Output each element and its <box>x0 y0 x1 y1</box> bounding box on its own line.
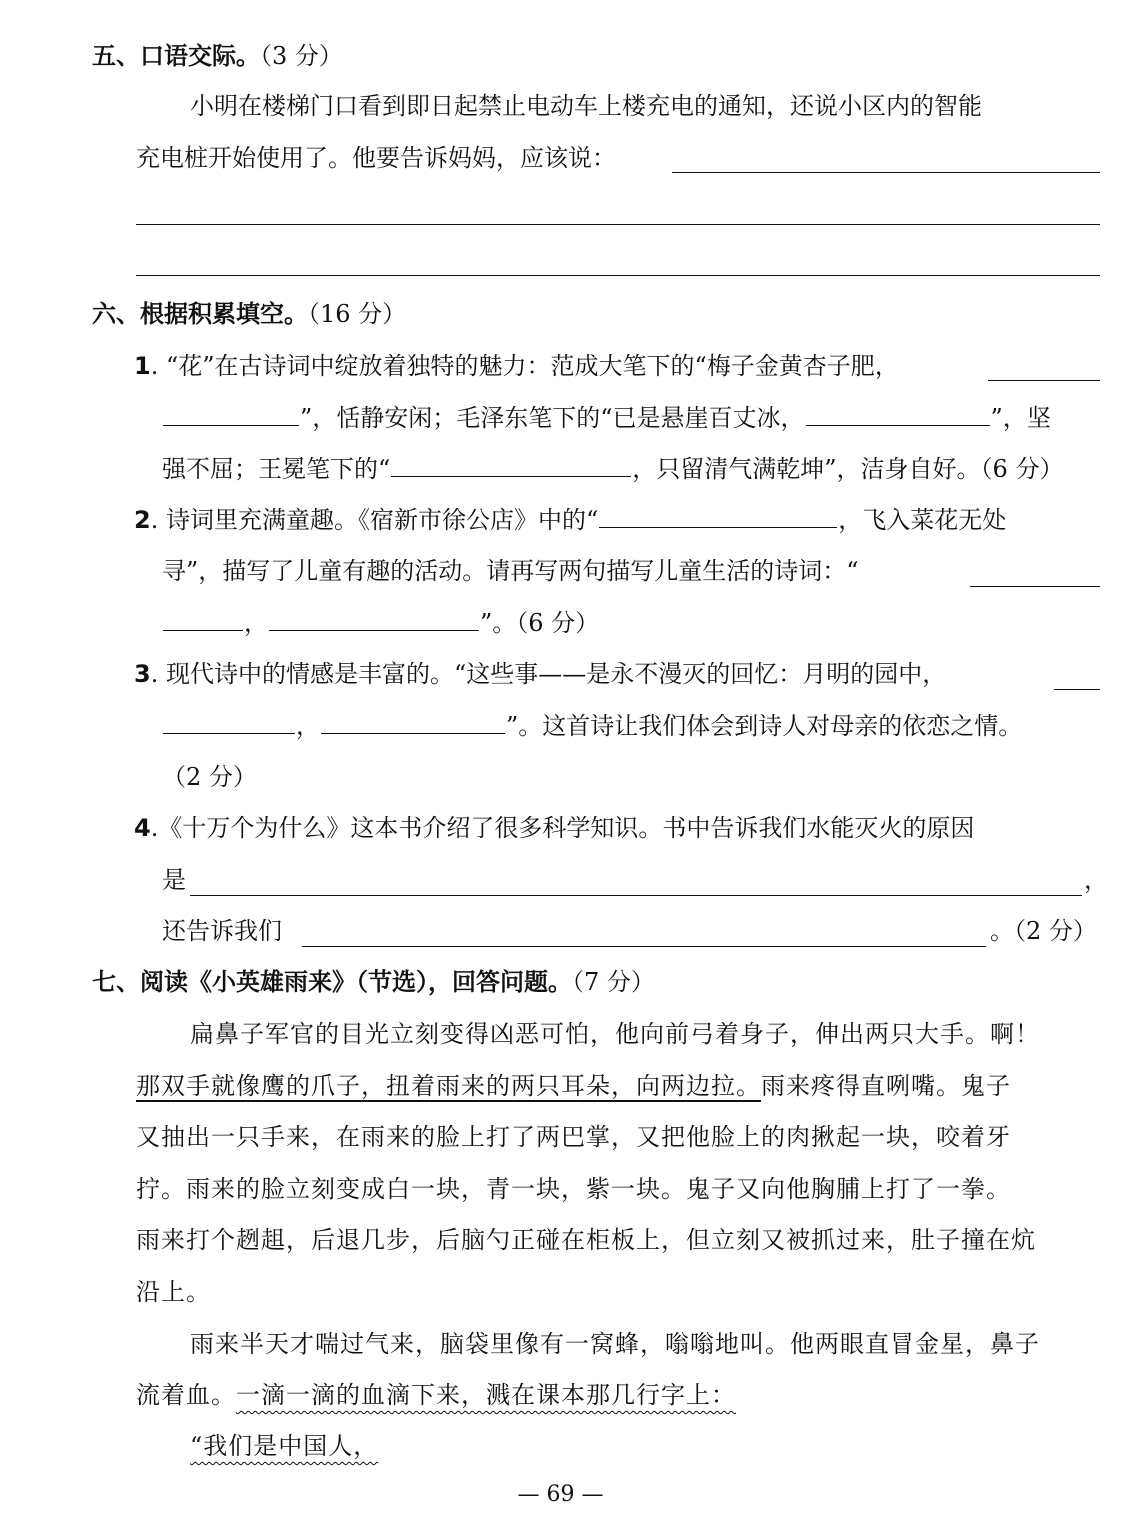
answer-line-5c[interactable] <box>136 275 1100 276</box>
wavy-underlined-sentence: 一滴一滴的血滴下来，溅在课本那几行字上： <box>236 1381 736 1409</box>
section-5-prompt-line-2: 充电桩开始使用了。他要告诉妈妈，应该说： <box>136 144 616 172</box>
q4-line-3: 还告诉我们 <box>162 917 282 945</box>
section-7-heading: 七、阅读《小英雄雨来》（节选），回答问题。（7 分） <box>92 968 655 996</box>
q3-blank-1b[interactable] <box>163 709 295 734</box>
q1-line-1: 1. “花”在古诗词中绽放着独特的魅力：范成大笔下的“梅子金黄杏子肥， <box>134 352 899 380</box>
q4-line-2: 是 <box>162 866 186 894</box>
reading-line-2: 那双手就像鹰的爪子，扭着雨来的两只耳朵，向两边拉。雨来疼得直咧嘴。鬼子 <box>136 1072 1011 1100</box>
q4-line-2-end: ， <box>1084 866 1108 894</box>
q2-blank-1[interactable] <box>599 503 837 528</box>
q1-blank-2[interactable] <box>806 401 990 426</box>
q4-blank-2[interactable] <box>302 946 986 947</box>
wavy-underlined-quote: “我们是中国人， <box>190 1432 379 1460</box>
q4-line-3-end: 。（2 分） <box>990 917 1097 945</box>
reading-line-1: 扁鼻子军官的目光立刻变得凶恶可怕，他向前弓着身子，伸出两只大手。啊！ <box>190 1020 1040 1048</box>
q2-blank-3[interactable] <box>269 606 479 631</box>
page-number: — 69 — <box>517 1482 604 1507</box>
q1-line-3: 强不屈；王冕笔下的“ ，只留清气满乾坤”，洁身自好。（6 分） <box>162 451 1063 487</box>
q3-line-3: （2 分） <box>162 763 257 791</box>
section-6-heading: 六、根据积累填空。（16 分） <box>92 300 407 328</box>
q2-line-1: 2. 诗词里充满童趣。《宿新市徐公店》中的“ ，飞入菜花无处 <box>134 502 1006 538</box>
underlined-sentence: 那双手就像鹰的爪子，扭着雨来的两只耳朵，向两边拉。 <box>136 1072 761 1100</box>
reading-line-5: 雨来打个趔趄，后退几步，后脑勺正碰在柜板上，但立刻又被抓过来，肚子撞在炕 <box>136 1226 1036 1254</box>
q4-line-1: 4.《十万个为什么》这本书介绍了很多科学知识。书中告诉我们水能灭火的原因 <box>134 814 975 842</box>
q2-line-2: 寻”，描写了儿童有趣的活动。请再写两句描写儿童生活的诗词：“ <box>162 557 859 585</box>
section-5-prompt-line-1: 小明在楼梯门口看到即日起禁止电动车上楼充电的通知，还说小区内的智能 <box>190 92 982 120</box>
q3-blank-2[interactable] <box>321 709 505 734</box>
reading-line-8: 流着血。一滴一滴的血滴下来，溅在课本那几行字上： <box>136 1381 736 1409</box>
reading-line-7: 雨来半天才喘过气来，脑袋里像有一窝蜂，嗡嗡地叫。他两眼直冒金星，鼻子 <box>190 1330 1040 1358</box>
q1-blank-1a[interactable] <box>988 380 1100 381</box>
q1-blank-1b[interactable] <box>163 401 299 426</box>
q3-blank-1a[interactable] <box>1054 689 1100 690</box>
q2-blank-2a[interactable] <box>970 586 1100 587</box>
q2-line-3: ， ”。（6 分） <box>162 605 599 641</box>
q4-blank-1[interactable] <box>190 895 1082 896</box>
q3-line-2: ， ”。这首诗让我们体会到诗人对母亲的依恋之情。 <box>162 708 1022 744</box>
section-5-heading: 五、口语交际。（3 分） <box>92 42 343 70</box>
q2-blank-2b[interactable] <box>163 606 243 631</box>
q3-line-1: 3. 现代诗中的情感是丰富的。“这些事——是永不漫灭的回忆：月明的园中， <box>134 660 947 688</box>
reading-line-6: 沿上。 <box>136 1278 211 1306</box>
reading-line-4: 拧。雨来的脸立刻变成白一块，青一块，紫一块。鬼子又向他胸脯上打了一拳。 <box>136 1175 1011 1203</box>
q1-line-2: ”，恬静安闲；毛泽东笔下的“已是悬崖百丈冰， ”，坚 <box>162 400 1051 436</box>
q1-blank-3[interactable] <box>391 452 631 477</box>
answer-line-5b[interactable] <box>136 224 1100 225</box>
reading-line-9 <box>190 1428 378 1464</box>
answer-line-5a[interactable] <box>672 172 1100 173</box>
reading-line-3: 又抽出一只手来，在雨来的脸上打了两巴掌，又把他脸上的肉揪起一块，咬着牙 <box>136 1123 1011 1151</box>
